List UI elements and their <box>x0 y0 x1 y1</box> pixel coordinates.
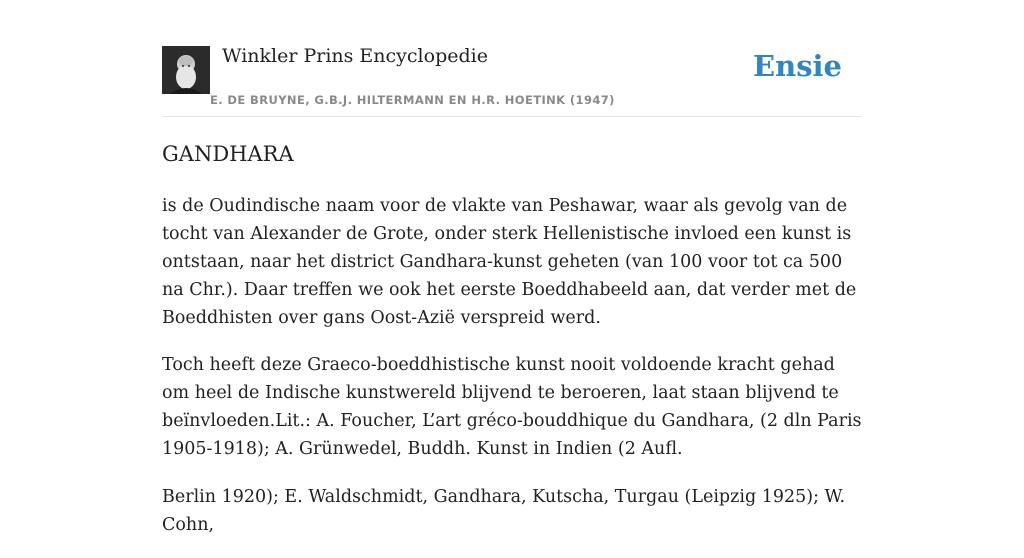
portrait-photo-icon <box>162 46 210 94</box>
article-paragraph: is de Oudindische naam voor de vlakte van Peshawar, waar als gevolg van de tocht van Alexander de Grote, onder sterk Hellenistische invloed een kunst is ontstaan, naar het district Gandhara-kunst geheten (van 100 voor tot ca 500 na Chr.). Daar treffen we ook het eerste Boeddhabeeld aan, dat verder met de Boeddhisten over gans Oost-Azië verspreid werd. <box>162 196 857 328</box>
page <box>162 0 862 535</box>
avatar[interactable] <box>162 46 210 94</box>
article-paragraph: Toch heeft deze Graeco-boeddhistische kunst nooit voldoende kracht gehad om heel de Indische kunstwereld blijvend te beroeren, laat staan blijvend te beïnvloeden.Lit.: A. Foucher, L’art gréco-bouddhique du Gandhara, (2 dln Paris 1905-1918); A. Grünwedel, Buddh. Kunst in Indien (2 Aufl. <box>162 355 862 459</box>
article-body <box>162 192 862 558</box>
article-title: GANDHARA <box>162 142 294 166</box>
brand-logo[interactable]: Ensie <box>753 49 842 83</box>
article-paragraph: Berlin 1920); E. Waldschmidt, Gandhara, Kutscha, Turgau (Leipzig 1925); W. Cohn, <box>162 487 846 535</box>
site-name[interactable]: Winkler Prins Encyclopedie <box>222 45 488 67</box>
authors-line: E. DE BRUYNE, G.B.J. HILTERMANN EN H.R. HOETINK (1947) <box>210 93 615 107</box>
header <box>162 0 862 117</box>
